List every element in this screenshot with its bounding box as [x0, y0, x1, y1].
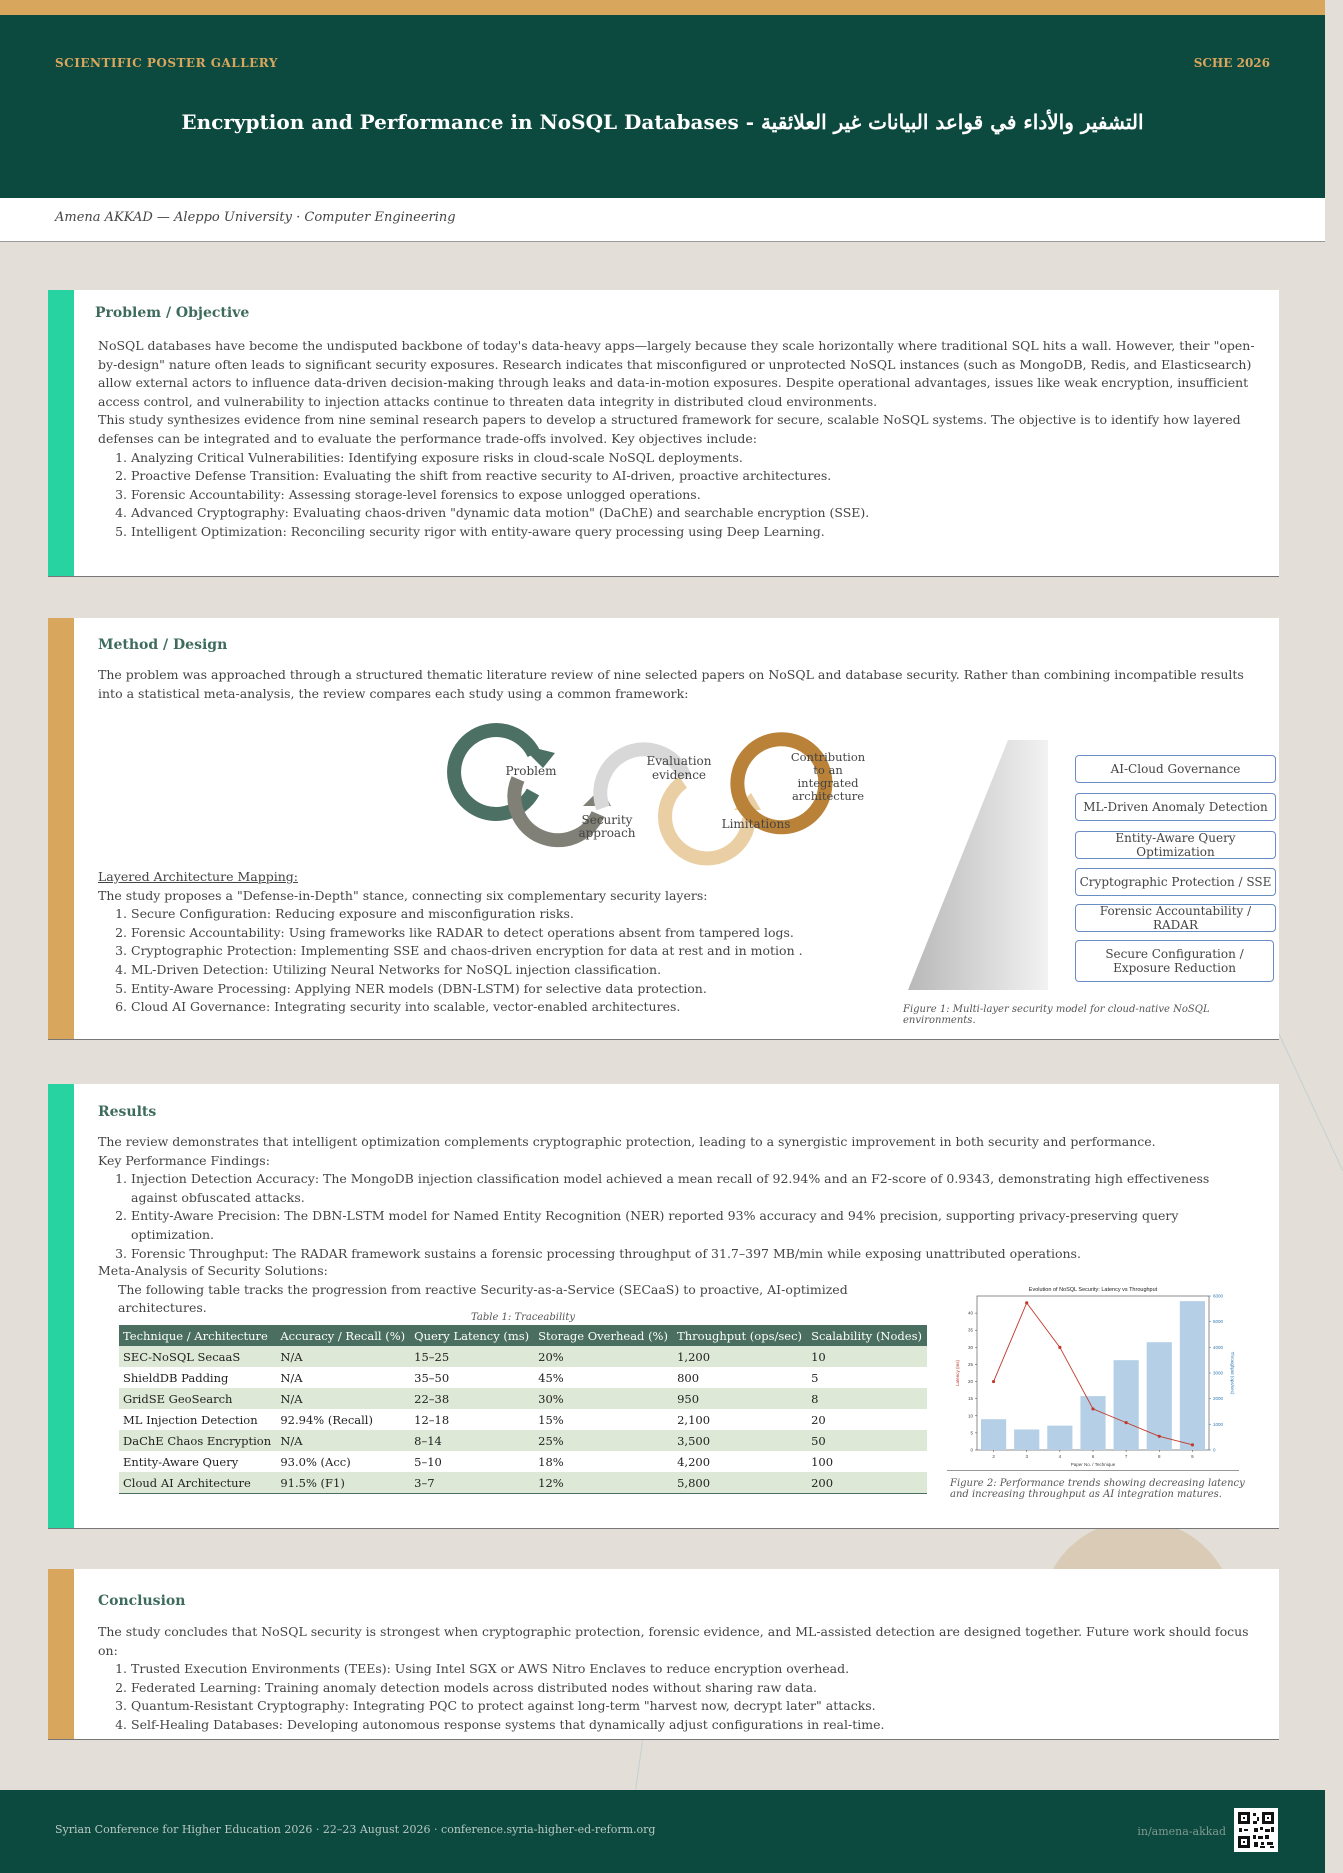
- findings-title: Key Performance Findings:: [98, 1152, 270, 1168]
- list-item: 5. Entity-Aware Processing: Applying NER models (DBN-LSTM) for selective data protection.: [131, 980, 858, 999]
- table-cell: 4,200: [677, 1454, 711, 1469]
- table-cell: 5–10: [414, 1454, 442, 1469]
- table-row: [119, 1451, 927, 1472]
- right-tick-label: 6000: [1213, 1293, 1224, 1299]
- x-tick-label: 7: [1124, 1454, 1128, 1459]
- conclusion-paragraph: The study concludes that NoSQL security is strongest when cryptographic protection, forensic evidence, and ML-assisted detection are designed together. Future work should focus on:: [98, 1624, 1249, 1658]
- table-cell: 30%: [534, 1388, 673, 1409]
- performance-chart: [947, 1282, 1239, 1471]
- throughput-bar: [1180, 1301, 1205, 1450]
- list-item: 3. Forensic Throughput: The RADAR framework sustains a forensic processing throughput of 31.7–397 MB/min while exposing unattributed operations.: [131, 1245, 1255, 1264]
- table-cell: 3–7: [410, 1472, 534, 1494]
- cycle-label-evaluation: Evaluation: [646, 754, 712, 768]
- throughput-bar: [981, 1419, 1006, 1450]
- poster-title: Encryption and Performance in NoSQL Databases - التشفير والأداء في قواعد البيانات غير العلائقية: [181, 110, 1144, 134]
- accent-bar: [48, 618, 74, 1039]
- table-cell: Entity-Aware Query: [123, 1454, 239, 1469]
- table-caption: Table 1: Traceability: [470, 1312, 576, 1323]
- table-row: [119, 1409, 927, 1430]
- right-tick-label: 5000: [1213, 1319, 1224, 1325]
- latency-point: [1125, 1421, 1128, 1424]
- method-heading: Method / Design: [98, 637, 228, 653]
- throughput-bar: [1047, 1426, 1072, 1450]
- table-cell: 5,800: [673, 1472, 807, 1494]
- table-cell: 1,200: [673, 1346, 807, 1367]
- objectives-list: [98, 449, 1255, 542]
- cycle-label-contribution: to an: [813, 763, 843, 777]
- table-cell: 92.94% (Recall): [280, 1412, 373, 1427]
- future-work-list: [98, 1660, 1255, 1734]
- table-header: Scalability (Nodes): [807, 1325, 927, 1346]
- table-cell: 93.0% (Acc): [280, 1454, 351, 1469]
- table-cell: 200: [807, 1472, 927, 1494]
- table-cell: N/A: [276, 1388, 410, 1409]
- figure-2-caption: Figure 2: Performance trends showing decreasing latency and increasing throughput as AI integration matures.: [950, 1478, 1245, 1500]
- table-cell: N/A: [276, 1346, 410, 1367]
- problem-paragraph: NoSQL databases have become the undisputed backbone of today's data-heavy apps—largely because they scale horizontally where traditional SQL hits a wall. However, their "open-by-design" nature often leads to significant security exposures. Research indicates that misconfigured or unprotected NoSQL instances (such as MongoDB, Redis, and Elasticsearch) allow external actors to influence data-driven decision-making through leaks and data-in-motion exposures. Despite operational advantages, issues like weak encryption, insufficient access control, and vulnerability to injection attacks continue to threaten data integrity in distributed cloud environments.: [98, 338, 1255, 409]
- table-cell: 20: [811, 1412, 826, 1427]
- table-cell: 3,500: [673, 1430, 807, 1451]
- list-item: 1. Analyzing Critical Vulnerabilities: Identifying exposure risks in cloud-scale NoSQL deployments.: [131, 449, 1255, 468]
- list-item: 5. Intelligent Optimization: Reconciling security rigor with entity-aware query processing using Deep Learning.: [131, 523, 1255, 542]
- table-cell: 10: [807, 1346, 927, 1367]
- x-tick-label: 4: [1058, 1454, 1062, 1459]
- meta-title: Meta-Analysis of Security Solutions:: [98, 1263, 328, 1278]
- list-item: 4. Self-Healing Databases: Developing autonomous response systems that dynamically adjust configurations in real-time.: [131, 1716, 1255, 1735]
- table-cell: 8–14: [410, 1430, 534, 1451]
- cycle-label-contribution: Contribution: [790, 750, 866, 764]
- left-tick-label: 0: [970, 1447, 973, 1453]
- conclusion-body: [98, 1623, 1255, 1735]
- table-cell: ShieldDB Padding: [123, 1370, 229, 1385]
- table-cell: GridSE GeoSearch: [119, 1388, 276, 1409]
- table-row: [119, 1472, 927, 1494]
- table-cell: N/A: [276, 1430, 410, 1451]
- layer-cryptographic-protection: Cryptographic Protection / SSE: [1075, 868, 1276, 896]
- chart-title: Evolution of NoSQL Security: Latency vs Throughput: [1028, 1287, 1158, 1293]
- table-cell: 950: [673, 1388, 807, 1409]
- right-tick-label: 0: [1213, 1447, 1216, 1453]
- author-line: Amena AKKAD — Aleppo University · Computer Engineering: [55, 210, 456, 225]
- conclusion-heading: Conclusion: [98, 1593, 186, 1609]
- results-heading: Results: [98, 1104, 157, 1120]
- list-item: 3. Cryptographic Protection: Implementing SSE and chaos-driven encryption for data at rest and in motion .: [131, 942, 858, 961]
- cycle-label-problem: Problem: [505, 764, 557, 778]
- table-cell: 22–38: [410, 1388, 534, 1409]
- left-tick-label: 25: [967, 1361, 973, 1367]
- right-tick-label: 3000: [1213, 1370, 1224, 1376]
- table-cell: 18%: [538, 1454, 564, 1469]
- security-pyramid: [908, 740, 1048, 1000]
- list-item: 3. Forensic Accountability: Assessing storage-level forensics to expose unlogged operations.: [131, 486, 1255, 505]
- table-cell: 8: [807, 1388, 927, 1409]
- throughput-bar: [1114, 1360, 1139, 1450]
- table-row: [119, 1430, 927, 1451]
- cycle-label-contribution: architecture: [791, 789, 865, 803]
- problem-card: [48, 290, 1279, 577]
- latency-point: [1191, 1443, 1194, 1446]
- table-cell: Cloud AI Architecture: [119, 1472, 276, 1494]
- table-header: Throughput (ops/sec): [673, 1325, 807, 1346]
- table-cell: 100: [811, 1454, 834, 1469]
- method-card: [48, 618, 1279, 1040]
- latency-point: [1091, 1407, 1094, 1410]
- table-row: [119, 1367, 927, 1388]
- layered-title: Layered Architecture Mapping:: [98, 869, 298, 884]
- table-header: Accuracy / Recall (%): [276, 1325, 410, 1346]
- qr-code-icon[interactable]: [1234, 1808, 1278, 1852]
- table-cell: 12%: [534, 1472, 673, 1494]
- x-tick-label: 6: [1091, 1454, 1095, 1459]
- figure-1-caption: Figure 1: Multi-layer security model for cloud-native NoSQL environments.: [903, 1004, 1210, 1026]
- conference-year: SCHE 2026: [1193, 56, 1270, 70]
- x-tick-label: 8: [1158, 1454, 1161, 1459]
- list-item: 4. Advanced Cryptography: Evaluating chaos-driven "dynamic data motion" (DaChE) and searchable encryption (SSE).: [131, 504, 1255, 523]
- table-row: [119, 1346, 927, 1367]
- table-cell: 2,100: [677, 1412, 711, 1427]
- latency-point: [1058, 1346, 1061, 1349]
- left-tick-label: 40: [967, 1310, 973, 1316]
- accent-bar: [48, 290, 74, 576]
- problem-body: [98, 337, 1255, 542]
- table-header: Storage Overhead (%): [534, 1325, 673, 1346]
- accent-bar: [48, 1084, 74, 1528]
- list-item: 3. Quantum-Resistant Cryptography: Integrating PQC to protect against long-term "harvest now, decrypt later" attacks.: [131, 1697, 1255, 1716]
- table-cell: DaChE Chaos Encryption: [119, 1430, 276, 1451]
- table-cell: 15%: [538, 1412, 564, 1427]
- traceability-table: [119, 1325, 927, 1494]
- list-item: 2. Forensic Accountability: Using frameworks like RADAR to detect operations absent from tampered logs.: [131, 924, 858, 943]
- layers-list: [98, 905, 858, 1017]
- layered-mapping: [98, 868, 858, 1017]
- table-header: Technique / Architecture: [119, 1325, 276, 1346]
- left-tick-label: 35: [967, 1327, 973, 1333]
- table-cell: 50: [807, 1430, 927, 1451]
- footer-handle[interactable]: in/amena-akkad: [1137, 1825, 1226, 1838]
- left-tick-label: 10: [967, 1413, 973, 1419]
- table-cell: 12–18: [414, 1412, 450, 1427]
- right-tick-label: 4000: [1213, 1344, 1224, 1350]
- cycle-label-security: approach: [578, 826, 636, 840]
- layer-secure-configuration: Secure Configuration / Exposure Reduction: [1075, 940, 1274, 982]
- method-intro: The problem was approached through a structured thematic literature review of nine selected papers on NoSQL and database security. Rather than combining incompatible results into a statistical meta-analysis, the review compares each study using a common framework:: [98, 667, 1244, 701]
- findings-list: [98, 1170, 1255, 1263]
- conclusion-card: [48, 1569, 1279, 1740]
- table-cell: 91.5% (F1): [276, 1472, 410, 1494]
- results-card: [48, 1084, 1279, 1529]
- x-tick-label: 3: [1025, 1454, 1028, 1459]
- cycle-label-limitations: Limitations: [721, 817, 791, 831]
- table-header: Query Latency (ms): [410, 1325, 534, 1346]
- x-axis-label: Paper No. / Technique: [1070, 1462, 1116, 1467]
- table-header-row: [119, 1325, 927, 1346]
- left-tick-label: 20: [967, 1379, 973, 1385]
- cycle-label-contribution: integrated: [797, 776, 859, 790]
- problem-paragraph: This study synthesizes evidence from nine seminal research papers to develop a structured framework for secure, scalable NoSQL systems. The objective is to identify how layered defenses can be integrated and to evaluate the performance trade-offs involved. Key objectives include:: [98, 412, 1241, 446]
- gallery-label: SCIENTIFIC POSTER GALLERY: [55, 56, 278, 70]
- table-cell: 15–25: [410, 1346, 534, 1367]
- meta-text: The following table tracks the progression from reactive Security-as-a-Service (SECaaS) to proactive, AI-optimized architectures.: [118, 1281, 848, 1316]
- throughput-bar: [1014, 1429, 1039, 1450]
- list-item: 2. Proactive Defense Transition: Evaluating the shift from reactive security to AI-driven, proactive architectures.: [131, 467, 1255, 486]
- latency-point: [992, 1380, 995, 1383]
- throughput-bar: [1080, 1396, 1105, 1450]
- layered-intro: The study proposes a "Defense-in-Depth" stance, connecting six complementary security layers:: [98, 887, 708, 903]
- x-tick-label: 9: [1191, 1454, 1194, 1459]
- cycle-label-security: Security: [581, 813, 633, 827]
- y-axis-label: Latency (ms): [955, 1359, 960, 1387]
- layer-ai-cloud-governance: AI-Cloud Governance: [1075, 755, 1276, 783]
- throughput-bar: [1147, 1342, 1172, 1450]
- y2-axis-label: Throughput (ops/sec): [1230, 1351, 1235, 1395]
- list-item: 2. Entity-Aware Precision: The DBN-LSTM model for Named Entity Recognition (NER) reported 93% accuracy and 94% precision, supporting privacy-preserving query optimization.: [131, 1207, 1255, 1244]
- results-body: [98, 1133, 1255, 1263]
- table-cell: 45%: [538, 1370, 564, 1385]
- research-cycle-diagram: [423, 718, 866, 878]
- left-tick-label: 30: [967, 1344, 973, 1350]
- problem-heading: Problem / Objective: [95, 305, 250, 321]
- latency-point: [1158, 1435, 1161, 1438]
- list-item: 4. ML-Driven Detection: Utilizing Neural Networks for NoSQL injection classification.: [131, 961, 858, 980]
- table-cell: 5: [811, 1370, 819, 1385]
- table-cell: 800: [677, 1370, 700, 1385]
- meta-analysis: [98, 1262, 938, 1318]
- table-row: [119, 1388, 927, 1409]
- footer-conference: Syrian Conference for Higher Education 2026 · 22–23 August 2026 · conference.syria-higher-ed-reform.org: [55, 1823, 656, 1836]
- table-cell: 25%: [534, 1430, 673, 1451]
- table-cell: SEC-NoSQL SecaaS: [119, 1346, 276, 1367]
- right-tick-label: 2000: [1213, 1396, 1224, 1402]
- list-item: 6. Cloud AI Governance: Integrating security into scalable, vector-enabled architectures.: [131, 998, 858, 1017]
- right-tick-label: 1000: [1213, 1421, 1224, 1427]
- cycle-label-evaluation: evidence: [651, 768, 707, 782]
- list-item: 1. Secure Configuration: Reducing exposure and misconfiguration risks.: [131, 905, 858, 924]
- layer-ml-anomaly-detection: ML-Driven Anomaly Detection: [1075, 793, 1276, 821]
- top-band: [0, 0, 1325, 15]
- list-item: 1. Injection Detection Accuracy: The MongoDB injection classification model achieved a mean recall of 92.94% and an F2-score of 0.9343, demonstrating high effectiveness against obfuscated attacks.: [131, 1170, 1255, 1207]
- poster-header: [0, 15, 1325, 198]
- left-tick-label: 15: [967, 1396, 973, 1402]
- layer-forensic-accountability: Forensic Accountability / RADAR: [1075, 904, 1276, 932]
- table-cell: N/A: [280, 1370, 303, 1385]
- accent-bar: [48, 1569, 74, 1739]
- x-tick-label: 2: [992, 1454, 995, 1459]
- list-item: 1. Trusted Execution Environments (TEEs): Using Intel SGX or AWS Nitro Enclaves to reduce encryption overhead.: [131, 1660, 1255, 1679]
- latency-point: [1025, 1301, 1028, 1304]
- left-tick-label: 5: [970, 1430, 973, 1436]
- layer-entity-aware-query: Entity-Aware Query Optimization: [1075, 831, 1276, 859]
- results-paragraph: The review demonstrates that intelligent optimization complements cryptographic protection, leading to a synergistic improvement in both security and performance.: [98, 1134, 1156, 1149]
- table-cell: ML Injection Detection: [123, 1412, 258, 1427]
- list-item: 2. Federated Learning: Training anomaly detection models across distributed nodes without sharing raw data.: [131, 1679, 1255, 1698]
- table-cell: 20%: [534, 1346, 673, 1367]
- table-cell: 35–50: [414, 1370, 450, 1385]
